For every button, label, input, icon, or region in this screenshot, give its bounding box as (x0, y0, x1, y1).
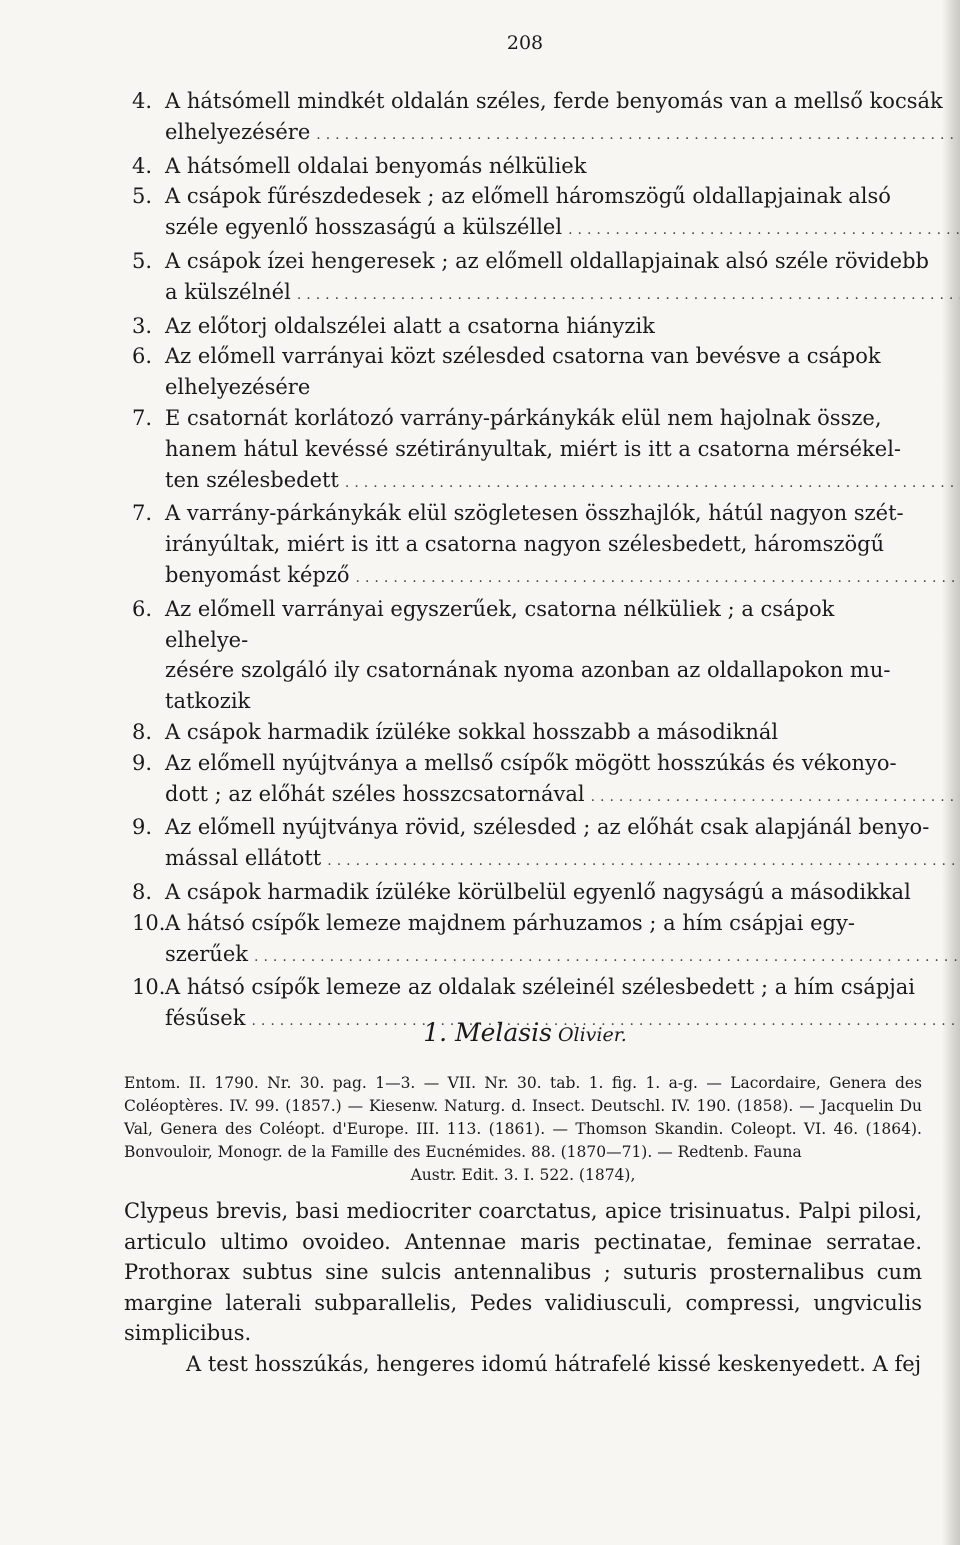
key-entry-body (165, 151, 922, 182)
key-entry-line: Az előmell nyújtványa rövid, szélesded ; az előhát csak alapjánál benyo- (165, 815, 930, 840)
key-entry-number: 7. (132, 405, 153, 430)
key-entry-body (165, 594, 922, 717)
dot-leader (345, 468, 960, 499)
genus-heading (0, 1018, 960, 1047)
key-entry (132, 908, 922, 973)
key-entry-body (165, 86, 960, 151)
key-entry-body (165, 311, 922, 342)
key-entry-number: 10. (132, 910, 166, 935)
key-entry-body (165, 403, 960, 498)
identification-key (132, 86, 943, 1037)
key-entry-lead-text: ten szélesbedett (165, 467, 339, 492)
key-entry-number: 3. (132, 313, 153, 338)
key-entry-body (165, 877, 922, 908)
key-entry-line: Az előmell varrányai közt szélesded csatorna van bevésve a csápok (165, 344, 881, 369)
key-entry (132, 151, 922, 182)
key-entry (132, 246, 929, 311)
dot-leader (356, 563, 960, 594)
key-entry-number: 6. (132, 344, 153, 369)
dot-leader (316, 120, 960, 151)
key-entry (132, 86, 943, 151)
key-entry-body (165, 812, 960, 877)
page-number: 208 (506, 32, 544, 54)
key-entry-lead-line (165, 465, 960, 499)
references-last-line: Austr. Edit. 3. I. 522. (1874), (410, 1166, 636, 1184)
key-entry (132, 748, 922, 813)
key-entry-body (165, 181, 960, 246)
references-text: Entom. II. 1790. Nr. 30. pag. 1—3. — VII. Nr. 30. tab. 1. fig. 1. a-g. — Lacordaire, Genera des Coléoptères. IV. 99. (1857.) — Kiesenw. Naturg. d. Insect. Deutschl. IV. 190. (1858). — Jacquelin Du Val, Genera des Coléopt. d'Europe. III. 113. (1861). — Thomson Skandin. Coleopt. VI. 46. (1864). Bonvouloir, Monogr. de la Famille des Eucnémides. 88. (1870—71). — Redtenb. Fauna (124, 1074, 922, 1161)
key-entry-lead-line (165, 117, 960, 151)
key-entry-lead-text: dott ; az előhát széles hosszcsatornával (165, 781, 585, 806)
key-entry-line: A csápok harmadik ízüléke körülbelül egyenlő nagyságú a másodikkal (165, 879, 911, 904)
key-entry-number: 7. (132, 501, 153, 526)
key-entry-line: A hátsómell oldalai benyomás nélküliek (165, 153, 587, 178)
key-entry-body (165, 717, 922, 748)
key-entry (132, 812, 930, 877)
key-entry-number: 4. (132, 153, 153, 178)
genus-heading-author: Olivier. (557, 1024, 627, 1046)
key-entry-number: 6. (132, 596, 153, 621)
key-entry-line: A hátsómell mindkét oldalán széles, ferde benyomás van a mellső kocsák (165, 89, 943, 113)
key-entry-lead-text: szerűek (165, 941, 248, 966)
key-entry-line: hanem hátul kevéssé szétirányultak, miért is itt a csatorna mérsékel- (165, 436, 902, 461)
key-entry-number: 5. (132, 248, 153, 273)
key-entry-lead-line (165, 560, 960, 594)
key-entry-number: 8. (132, 719, 153, 744)
key-entry (132, 877, 922, 908)
hungarian-description-start: A test hosszúkás, hengeres idomú hátrafelé kissé keskenyedett. A fej (186, 1351, 922, 1376)
key-entry-number: 5. (132, 184, 153, 209)
key-entry-line: tatkozik (165, 689, 251, 714)
key-entry-line: A hátsó csípők lemeze majdnem párhuzamos ; a hím csápjai egy- (165, 910, 855, 935)
key-entry-lead-text: mással ellátott (165, 846, 322, 871)
key-entry-number: 4. (132, 89, 153, 113)
key-entry-number: 10. (132, 975, 166, 1000)
key-entry-number: 8. (132, 879, 153, 904)
key-entry-line: E csatornát korlátozó varrány-párkánykák elül nem hajolnak össze, (165, 405, 882, 430)
key-entry-body (165, 748, 960, 813)
key-entry-line: A csápok ízei hengeresek ; az előmell oldallapjainak alsó széle rövidebb (165, 248, 929, 273)
key-entry (132, 717, 922, 748)
key-entry-lead-line (165, 779, 960, 813)
key-entry-line: elhelyezésére (165, 375, 311, 400)
dot-leader (297, 280, 960, 311)
genus-description (124, 1196, 922, 1380)
key-entry (132, 498, 922, 593)
dot-leader (327, 846, 960, 877)
key-entry-lead-text: benyomást képző (165, 562, 350, 587)
genus-heading-name: 1. Melasis (423, 1018, 552, 1047)
key-entry-line: Az előmell varrányai egyszerűek, csatorna nélküliek ; a csápok elhelye- (165, 596, 835, 652)
latin-description: Clypeus brevis, basi mediocriter coarctatus, apice trisinuatus. Palpi pilosi, articulo ultimo ovoideo. Antennae maris pectinatae, feminae serratae. Prothorax subtus sine sulcis antennalibus ; suturis prosternalibus cum margine laterali subparallelis, Pedes validiusculi, compressi, ungviculis simplicibus. (124, 1199, 922, 1346)
key-entry (132, 181, 922, 246)
references-block (124, 1072, 922, 1187)
dot-leader (568, 215, 960, 246)
key-entry-line: A hátsó csípők lemeze az oldalak széleinél szélesbedett ; a hím csápjai (165, 975, 916, 1000)
key-entry-lead-line (165, 277, 960, 311)
key-entry-line: A csápok fűrészdedesek ; az előmell háromszögű oldallapjainak alsó (165, 184, 891, 209)
key-entry-line: Az előmell nyújtványa a mellső csípők mögött hosszúkás és vékonyo- (165, 750, 897, 775)
key-entry-lead-line (165, 939, 960, 973)
key-entry-line: Az előtorj oldalszélei alatt a csatorna hiányzik (165, 313, 655, 338)
key-entry (132, 311, 922, 342)
key-entry-body (165, 341, 922, 403)
key-entry (132, 341, 922, 403)
key-entry (132, 403, 922, 498)
key-entry-line: zésére szolgáló ily csatornának nyoma azonban az oldallapokon mu- (165, 658, 891, 683)
key-entry-lead-text: széle egyenlő hosszaságú a külszéllel (165, 215, 563, 240)
key-entry-line: A csápok harmadik ízüléke sokkal hosszabb a másodiknál (165, 719, 779, 744)
key-entry-body (165, 908, 960, 973)
key-entry-body (165, 498, 960, 593)
key-entry-lead-line (165, 212, 960, 246)
key-entry-line: irányúltak, miért is itt a csatorna nagyon szélesbedett, háromszögű (165, 532, 885, 557)
key-entry-lead-text: a külszélnél (165, 279, 291, 304)
key-entry-lead-text: fésűsek (165, 1006, 246, 1031)
key-entry-line: A varrány-párkánykák elül szögletesen összhajlók, hátúl nagyon szét- (165, 501, 904, 526)
key-entry-number: 9. (132, 815, 153, 840)
key-entry-lead-line (165, 843, 960, 877)
dot-leader (591, 782, 960, 813)
dot-leader (254, 942, 960, 973)
key-entry (132, 594, 922, 717)
key-entry-body (165, 246, 960, 311)
key-entry-number: 9. (132, 750, 153, 775)
key-entry-lead-text: elhelyezésére (165, 119, 311, 144)
